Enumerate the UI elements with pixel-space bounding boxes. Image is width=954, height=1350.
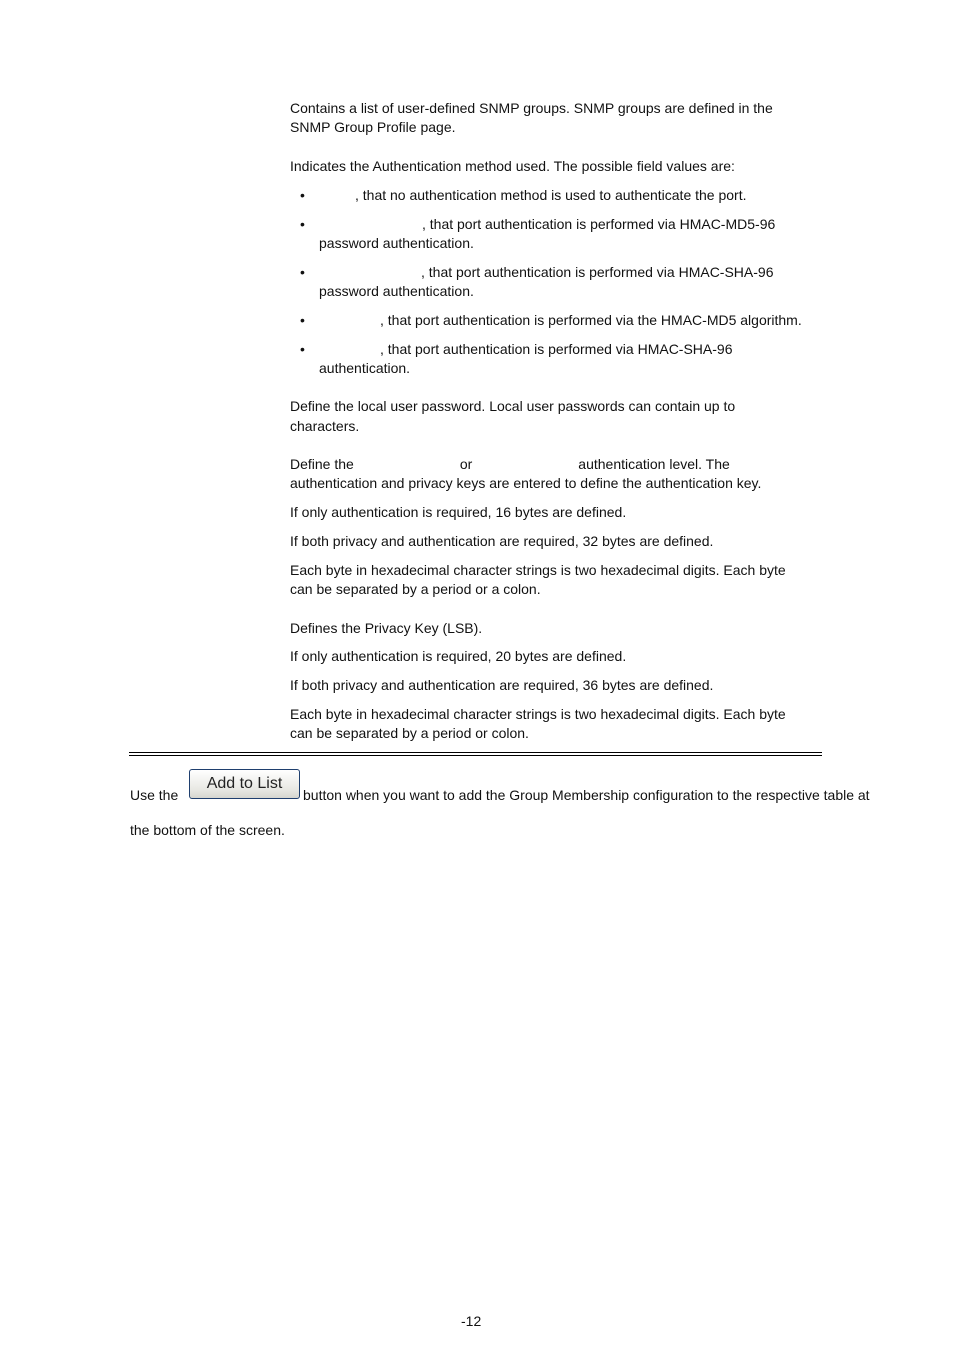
- text-line: characters.: [290, 418, 360, 434]
- item-text: , that port authentication is performed via HMAC-MD5-96: [422, 216, 776, 232]
- text-line: Define the local user password. Local user passwords can contain up to: [290, 398, 736, 414]
- privacy-key-paragraph: If only authentication is required, 20 bytes are defined.: [290, 648, 627, 664]
- group-name-description: [290, 99, 830, 137]
- auth-method-intro: Indicates the Authentication method used. The possible field values are:: [290, 158, 735, 174]
- footer-note-suffix: button when you want to add the Group Membership configuration to the respective table at: [303, 787, 870, 803]
- item-text: , that port authentication is performed via HMAC-SHA-96: [380, 341, 733, 357]
- password-description: [290, 397, 830, 436]
- add-to-list-button[interactable]: Add to List: [189, 769, 300, 799]
- item-text: , that port authentication is performed via the HMAC-MD5 algorithm.: [380, 312, 802, 328]
- table-bottom-rule: [129, 752, 822, 753]
- auth-key-line-2: authentication and privacy keys are entered to define the authentication key.: [290, 475, 762, 491]
- item-text: password authentication.: [319, 235, 474, 251]
- text-line: SNMP Group Profile page.: [290, 119, 456, 135]
- footer-note-prefix: Use the: [130, 787, 179, 803]
- privacy-key-paragraph: Defines the Privacy Key (LSB).: [290, 620, 483, 636]
- text-line: Contains a list of user-defined SNMP groups. SNMP groups are defined in the: [290, 100, 773, 116]
- auth-key-paragraph: If only authentication is required, 16 bytes are defined.: [290, 504, 627, 520]
- privacy-key-paragraph: Each byte in hexadecimal character strings is two hexadecimal digits. Each byte: [290, 706, 786, 722]
- bullet-marker: •: [300, 264, 305, 280]
- item-text: password authentication.: [319, 283, 474, 299]
- privacy-key-paragraph: If both privacy and authentication are required, 36 bytes are defined.: [290, 677, 714, 693]
- auth-method-item-2: [319, 215, 829, 253]
- footer-note-line-2: the bottom of the screen.: [130, 822, 285, 838]
- auth-method-item-3: [319, 263, 829, 301]
- auth-key-line-1: [290, 455, 830, 474]
- bullet-marker: •: [300, 187, 305, 203]
- auth-method-item-5: [319, 340, 829, 378]
- item-text: authentication.: [319, 360, 411, 376]
- page-number: -12: [461, 1313, 482, 1329]
- text-fragment: or: [459, 456, 473, 472]
- auth-key-paragraph: If both privacy and authentication are required, 32 bytes are defined.: [290, 533, 714, 549]
- item-text: , that port authentication is performed via HMAC-SHA-96: [421, 264, 774, 280]
- table-bottom-rule: [129, 755, 822, 756]
- auth-key-paragraph: Each byte in hexadecimal character strings is two hexadecimal digits. Each byte: [290, 562, 786, 578]
- bullet-marker: •: [300, 216, 305, 232]
- auth-key-paragraph: can be separated by a period or a colon.: [290, 581, 541, 597]
- bullet-marker: •: [300, 312, 305, 328]
- auth-method-item-4: [319, 311, 839, 330]
- text-fragment: authentication level. The: [578, 456, 730, 472]
- privacy-key-paragraph: can be separated by a period or colon.: [290, 725, 529, 741]
- text-fragment: Define the: [290, 456, 354, 472]
- item-text: , that no authentication method is used to authenticate the port.: [355, 187, 747, 203]
- auth-method-item-1: [319, 186, 829, 205]
- bullet-marker: •: [300, 341, 305, 357]
